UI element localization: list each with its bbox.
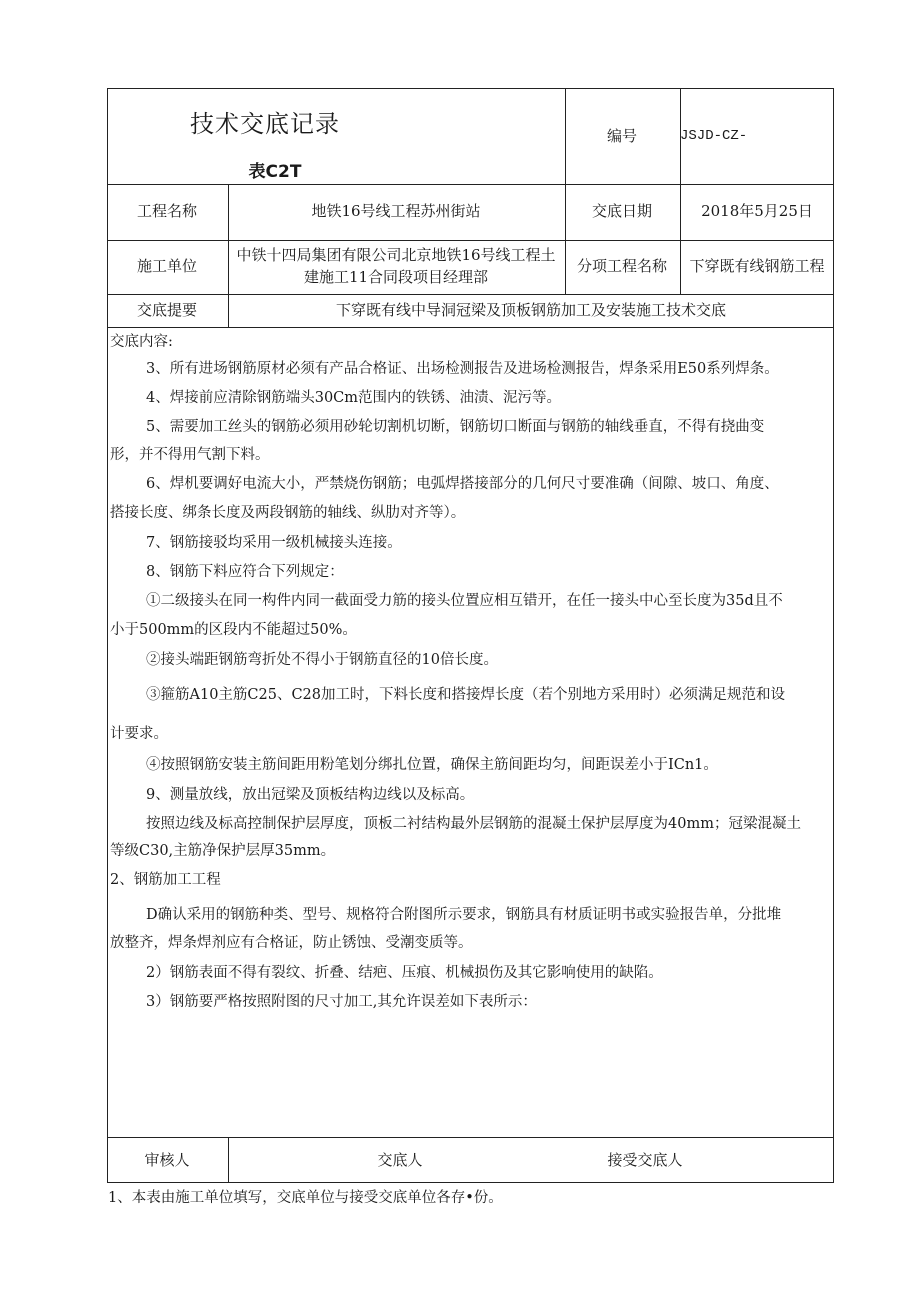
content-line: 8、钢筋下料应符合下列规定： <box>146 564 344 580</box>
content-line: 3、所有进场钢筋原材必须有产品合格证、出场检测报告及进场检测报告，焊条采用E50系列焊条。 <box>146 361 779 377</box>
content-line: 6、焊机要调好电流大小，严禁烧伤钢筋；电弧焊搭接部分的几何尺寸要准确（间隙、坡口、角度、 <box>146 476 779 492</box>
content-line: 7、钢筋接驳均采用一级机械接头连接。 <box>146 535 402 551</box>
sub-project-label: 分项工程名称 <box>576 257 667 275</box>
number-label: 编号 <box>606 126 637 145</box>
content-line: 9、测量放线，放出冠梁及顶板结构边线以及标高。 <box>146 787 475 803</box>
summary-value: 下穿既有线中导洞冠梁及顶板钢筋加工及安装施工技术交底 <box>335 300 726 319</box>
content-line: 放整齐，焊条焊剂应有合格证，防止锈蚀、受潮变质等。 <box>110 935 473 951</box>
sub-project-value: 下穿既有线钢筋工程 <box>689 257 825 275</box>
content-line: 5、需要加工丝头的钢筋必须用砂轮切割机切断，钢筋切口断面与钢筋的轴线垂直，不得有挠曲变 <box>146 419 765 435</box>
receiver-label: 接受交底人 <box>607 1151 683 1169</box>
presenter-label: 交底人 <box>377 1151 423 1169</box>
content-line: 计要求。 <box>110 726 168 742</box>
content-line: 2）钢筋表面不得有裂纹、折叠、结疤、压痕、机械损伤及其它影响使用的缺陷。 <box>146 965 663 981</box>
contractor-label: 施工单位 <box>136 257 197 275</box>
col-divider <box>228 1137 229 1183</box>
project-name-value: 地铁16号线工程苏州街站 <box>311 202 481 220</box>
content-line: ③箍筋A10主筋C25、C28加工时，下料长度和搭接焊长度（若个别地方采用时）必须满足规范和设 <box>146 687 786 703</box>
number-value: JSJD-CZ- <box>680 127 748 144</box>
content-line: 等级C30,主筋净保护层厚35mm。 <box>110 843 336 859</box>
content-line: 形，并不得用气割下料。 <box>110 447 270 463</box>
content-line: 2、钢筋加工工程 <box>110 872 221 888</box>
date-label: 交底日期 <box>591 202 652 220</box>
content-line: 搭接长度、绑条长度及两段钢筋的轴线、纵肋对齐等）。 <box>110 505 466 521</box>
content-line: ①二级接头在同一构件内同一截面受力筋的接头位置应相互错开，在任一接头中心至长度为35d且不 <box>146 593 783 609</box>
content-line: 4、焊接前应清除钢筋端头30Cm范围内的铁锈、油渍、泥污等。 <box>146 390 562 406</box>
content-line: D确认采用的钢筋种类、型号、规格符合附图所示要求，钢筋具有材质证明书或实验报告单，分批堆 <box>146 907 782 923</box>
content-heading: 交底内容: <box>110 334 173 350</box>
form-code: 表C2T <box>248 162 302 182</box>
summary-label: 交底提要 <box>136 300 197 319</box>
content-line: ②接头端距钢筋弯折处不得小于钢筋直径的10倍长度。 <box>146 652 498 668</box>
document-title: 技术交底记录 <box>190 110 340 138</box>
contractor-value-line: 建施工11合同段项目经理部 <box>303 268 489 286</box>
content-line: 按照边线及标高控制保护层厚度，顶板二衬结构最外层钢筋的混凝土保护层厚度为40mm；冠梁混凝土 <box>146 816 801 832</box>
project-name-label: 工程名称 <box>136 202 197 220</box>
content-line: 小于500mm的区段内不能超过50%。 <box>110 622 357 638</box>
date-value: 2018年5月25日 <box>701 202 813 220</box>
footnote: 1、本表由施工单位填写，交底单位与接受交底单位各存•份。 <box>108 1190 503 1206</box>
content-line: 3）钢筋要严格按照附图的尺寸加工,其允许误差如下表所示： <box>146 994 537 1010</box>
contractor-value-line: 中铁十四局集团有限公司北京地铁16号线工程土 <box>236 246 556 264</box>
row-divider <box>108 327 833 328</box>
content-line: ④按照钢筋安装主筋间距用粉笔划分绑扎位置，确保主筋间距均匀，间距误差小于ICn1。 <box>146 757 718 773</box>
reviewer-label: 审核人 <box>144 1151 190 1169</box>
contractor-value <box>228 239 564 293</box>
